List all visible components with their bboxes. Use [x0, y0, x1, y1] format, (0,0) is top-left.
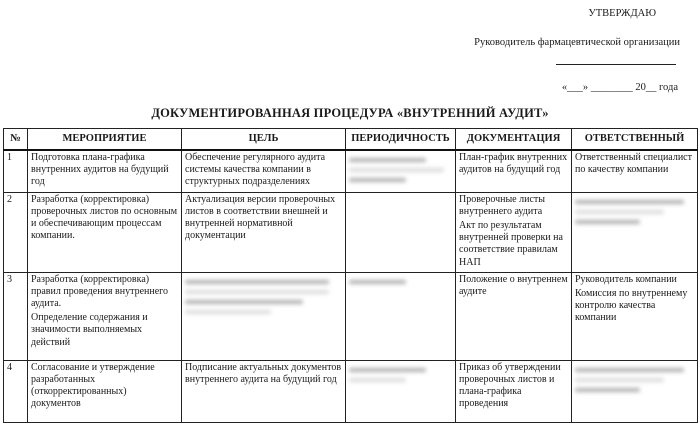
row-number: 1 [4, 150, 28, 192]
row-number: 4 [4, 360, 28, 422]
redacted-text [349, 158, 452, 182]
redacted-text [575, 368, 694, 392]
col-header-num: № [4, 129, 28, 151]
docs-cell: План-график внутренних аудитов на будущий год [456, 150, 572, 192]
document-title: ДОКУМЕНТИРОВАННАЯ ПРОЦЕДУРА «ВНУТРЕННИЙ АУДИТ» [151, 106, 549, 120]
col-header-period: ПЕРИОДИЧНОСТЬ [346, 129, 456, 151]
redacted-text [349, 368, 452, 382]
responsible-cell: Ответственный специалист по качеству компании [572, 150, 698, 192]
goal-cell [182, 272, 346, 360]
docs-cell: Положение о внутреннем аудите [456, 272, 572, 360]
event-cell: Разработка (корректировка) правил проведения внутреннего аудита. Определение содержания и значимости выполняемых действий [28, 272, 182, 360]
row-number: 2 [4, 192, 28, 272]
docs-cell: Приказ об утверждении проверочных листов и плана-графика проведения [456, 360, 572, 422]
col-header-event: МЕРОПРИЯТИЕ [28, 129, 182, 151]
docs-cell: Проверочные листы внутреннего аудита Акт по результатам внутренней проверки на соответствие правилам НАП [456, 192, 572, 272]
table-header-row [4, 129, 698, 151]
table-row [4, 150, 698, 192]
col-header-docs: ДОКУМЕНТАЦИЯ [456, 129, 572, 151]
event-cell: Согласование и утверждение разработанных (откорректированных) документов [28, 360, 182, 422]
col-header-goal: ЦЕЛЬ [182, 129, 346, 151]
goal-cell: Обеспечение регулярного аудита системы качества компании в структурных подразделениях [182, 150, 346, 192]
responsible-cell: Руководитель компании Комиссия по внутреннему контролю качества компании [572, 272, 698, 360]
row-number: 3 [4, 272, 28, 360]
event-cell: Разработка (корректировка) проверочных листов по основным и обеспечивающим процессам компании. [28, 192, 182, 272]
table-row [4, 272, 698, 360]
goal-cell: Актуализация версии проверочных листов в соответствии внешней и внутренней нормативной документации [182, 192, 346, 272]
table-row [4, 192, 698, 272]
signature-line [556, 64, 676, 65]
period-cell [346, 192, 456, 272]
responsible-cell [572, 360, 698, 422]
event-cell: Подготовка плана-графика внутренних аудитов на будущий год [28, 150, 182, 192]
redacted-text [349, 280, 452, 284]
approver-title: Руководитель фармацевтической организации [474, 37, 680, 48]
period-cell [346, 360, 456, 422]
procedure-table [3, 128, 698, 423]
approve-label: УТВЕРЖДАЮ [588, 8, 656, 19]
table-row [4, 360, 698, 422]
period-cell [346, 150, 456, 192]
redacted-text [575, 200, 694, 224]
date-line: «___» ________ 20__ года [561, 82, 678, 93]
redacted-text [185, 280, 342, 314]
responsible-cell [572, 192, 698, 272]
period-cell [346, 272, 456, 360]
goal-cell: Подписание актуальных документов внутреннего аудита на будущий год [182, 360, 346, 422]
col-header-responsible: ОТВЕТСТВЕННЫЙ [572, 129, 698, 151]
